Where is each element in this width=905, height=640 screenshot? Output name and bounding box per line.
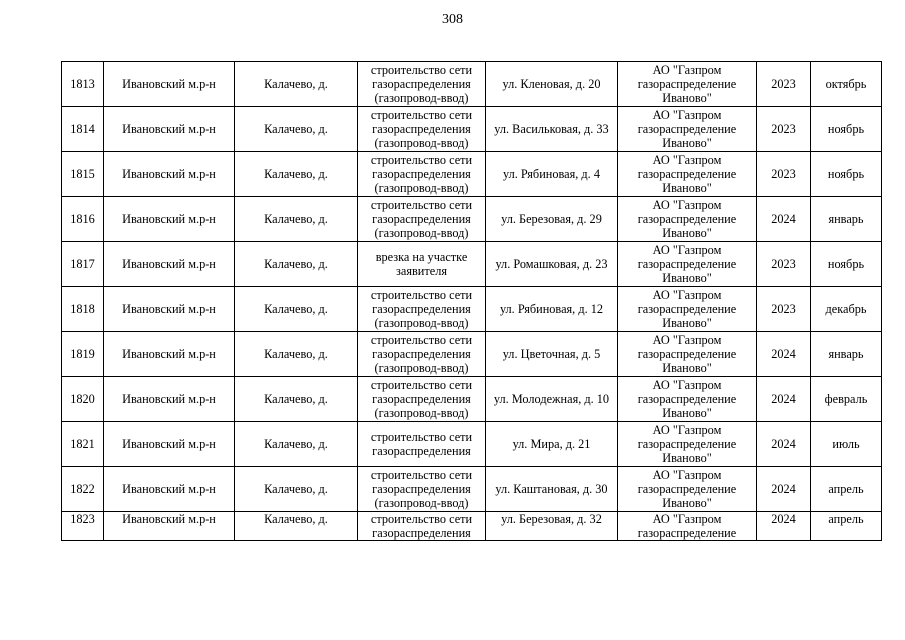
work-type-cell: строительство сети газораспределения (газопровод-ввод): [358, 287, 486, 332]
work-type-cell: строительство сети газораспределения: [358, 512, 486, 541]
address-cell: ул. Рябиновая, д. 4: [486, 152, 618, 197]
year-cell: 2024: [757, 422, 811, 467]
month-cell: январь: [811, 197, 882, 242]
organization-cell: АО "Газпром газораспределение Иваново": [618, 332, 757, 377]
work-type-cell: строительство сети газораспределения (газопровод-ввод): [358, 467, 486, 512]
work-type-cell: строительство сети газораспределения (газопровод-ввод): [358, 152, 486, 197]
month-cell: апрель: [811, 512, 882, 541]
table-row: [62, 422, 882, 467]
table-row: [62, 332, 882, 377]
organization-cell: АО "Газпром газораспределение Иваново": [618, 197, 757, 242]
locality-cell: Калачево, д.: [235, 467, 358, 512]
address-cell: ул. Мира, д. 21: [486, 422, 618, 467]
table-row: [62, 152, 882, 197]
address-cell: ул. Молодежная, д. 10: [486, 377, 618, 422]
table-row: [62, 287, 882, 332]
year-cell: 2023: [757, 242, 811, 287]
organization-cell: АО "Газпром газораспределение: [618, 512, 757, 541]
district-cell: Ивановский м.р-н: [104, 467, 235, 512]
district-cell: Ивановский м.р-н: [104, 377, 235, 422]
locality-cell: Калачево, д.: [235, 242, 358, 287]
year-cell: 2024: [757, 377, 811, 422]
organization-cell: АО "Газпром газораспределение Иваново": [618, 152, 757, 197]
district-cell: Ивановский м.р-н: [104, 62, 235, 107]
locality-cell: Калачево, д.: [235, 152, 358, 197]
organization-cell: АО "Газпром газораспределение Иваново": [618, 242, 757, 287]
month-cell: июль: [811, 422, 882, 467]
organization-cell: АО "Газпром газораспределение Иваново": [618, 287, 757, 332]
locality-cell: Калачево, д.: [235, 197, 358, 242]
row-number-cell: 1816: [62, 197, 104, 242]
table-row: [62, 197, 882, 242]
district-cell: Ивановский м.р-н: [104, 332, 235, 377]
work-type-cell: строительство сети газораспределения (газопровод-ввод): [358, 62, 486, 107]
row-number-cell: 1818: [62, 287, 104, 332]
work-type-cell: строительство сети газораспределения (газопровод-ввод): [358, 107, 486, 152]
district-cell: Ивановский м.р-н: [104, 242, 235, 287]
year-cell: 2024: [757, 512, 811, 541]
district-cell: Ивановский м.р-н: [104, 287, 235, 332]
organization-cell: АО "Газпром газораспределение Иваново": [618, 107, 757, 152]
year-cell: 2023: [757, 107, 811, 152]
work-type-cell: строительство сети газораспределения (газопровод-ввод): [358, 377, 486, 422]
table-body: [62, 62, 882, 541]
month-cell: ноябрь: [811, 152, 882, 197]
organization-cell: АО "Газпром газораспределение Иваново": [618, 467, 757, 512]
year-cell: 2024: [757, 467, 811, 512]
district-cell: Ивановский м.р-н: [104, 512, 235, 541]
month-cell: апрель: [811, 467, 882, 512]
row-number-cell: 1823: [62, 512, 104, 541]
address-cell: ул. Цветочная, д. 5: [486, 332, 618, 377]
work-type-cell: строительство сети газораспределения (газопровод-ввод): [358, 197, 486, 242]
row-number-cell: 1819: [62, 332, 104, 377]
district-cell: Ивановский м.р-н: [104, 197, 235, 242]
row-number-cell: 1814: [62, 107, 104, 152]
organization-cell: АО "Газпром газораспределение Иваново": [618, 422, 757, 467]
year-cell: 2023: [757, 287, 811, 332]
month-cell: ноябрь: [811, 107, 882, 152]
row-number-cell: 1821: [62, 422, 104, 467]
address-cell: ул. Березовая, д. 29: [486, 197, 618, 242]
gasification-table: [61, 61, 882, 541]
month-cell: февраль: [811, 377, 882, 422]
table-row: [62, 467, 882, 512]
organization-cell: АО "Газпром газораспределение Иваново": [618, 377, 757, 422]
row-number-cell: 1822: [62, 467, 104, 512]
locality-cell: Калачево, д.: [235, 287, 358, 332]
table-row: [62, 242, 882, 287]
month-cell: декабрь: [811, 287, 882, 332]
year-cell: 2023: [757, 152, 811, 197]
row-number-cell: 1815: [62, 152, 104, 197]
organization-cell: АО "Газпром газораспределение Иваново": [618, 62, 757, 107]
work-type-cell: врезка на участке заявителя: [358, 242, 486, 287]
address-cell: ул. Васильковая, д. 33: [486, 107, 618, 152]
locality-cell: Калачево, д.: [235, 107, 358, 152]
district-cell: Ивановский м.р-н: [104, 107, 235, 152]
locality-cell: Калачево, д.: [235, 512, 358, 541]
table-row: [62, 107, 882, 152]
locality-cell: Калачево, д.: [235, 377, 358, 422]
work-type-cell: строительство сети газораспределения (газопровод-ввод): [358, 332, 486, 377]
address-cell: ул. Березовая, д. 32: [486, 512, 618, 541]
table-row: [62, 377, 882, 422]
page-number: 308: [442, 12, 463, 27]
month-cell: ноябрь: [811, 242, 882, 287]
month-cell: январь: [811, 332, 882, 377]
year-cell: 2023: [757, 62, 811, 107]
table-row: [62, 512, 882, 541]
locality-cell: Калачево, д.: [235, 332, 358, 377]
year-cell: 2024: [757, 197, 811, 242]
address-cell: ул. Кленовая, д. 20: [486, 62, 618, 107]
row-number-cell: 1813: [62, 62, 104, 107]
work-type-cell: строительство сети газораспределения: [358, 422, 486, 467]
district-cell: Ивановский м.р-н: [104, 422, 235, 467]
district-cell: Ивановский м.р-н: [104, 152, 235, 197]
row-number-cell: 1817: [62, 242, 104, 287]
month-cell: октябрь: [811, 62, 882, 107]
address-cell: ул. Каштановая, д. 30: [486, 467, 618, 512]
address-cell: ул. Рябиновая, д. 12: [486, 287, 618, 332]
table-row: [62, 62, 882, 107]
locality-cell: Калачево, д.: [235, 422, 358, 467]
year-cell: 2024: [757, 332, 811, 377]
row-number-cell: 1820: [62, 377, 104, 422]
locality-cell: Калачево, д.: [235, 62, 358, 107]
address-cell: ул. Ромашковая, д. 23: [486, 242, 618, 287]
